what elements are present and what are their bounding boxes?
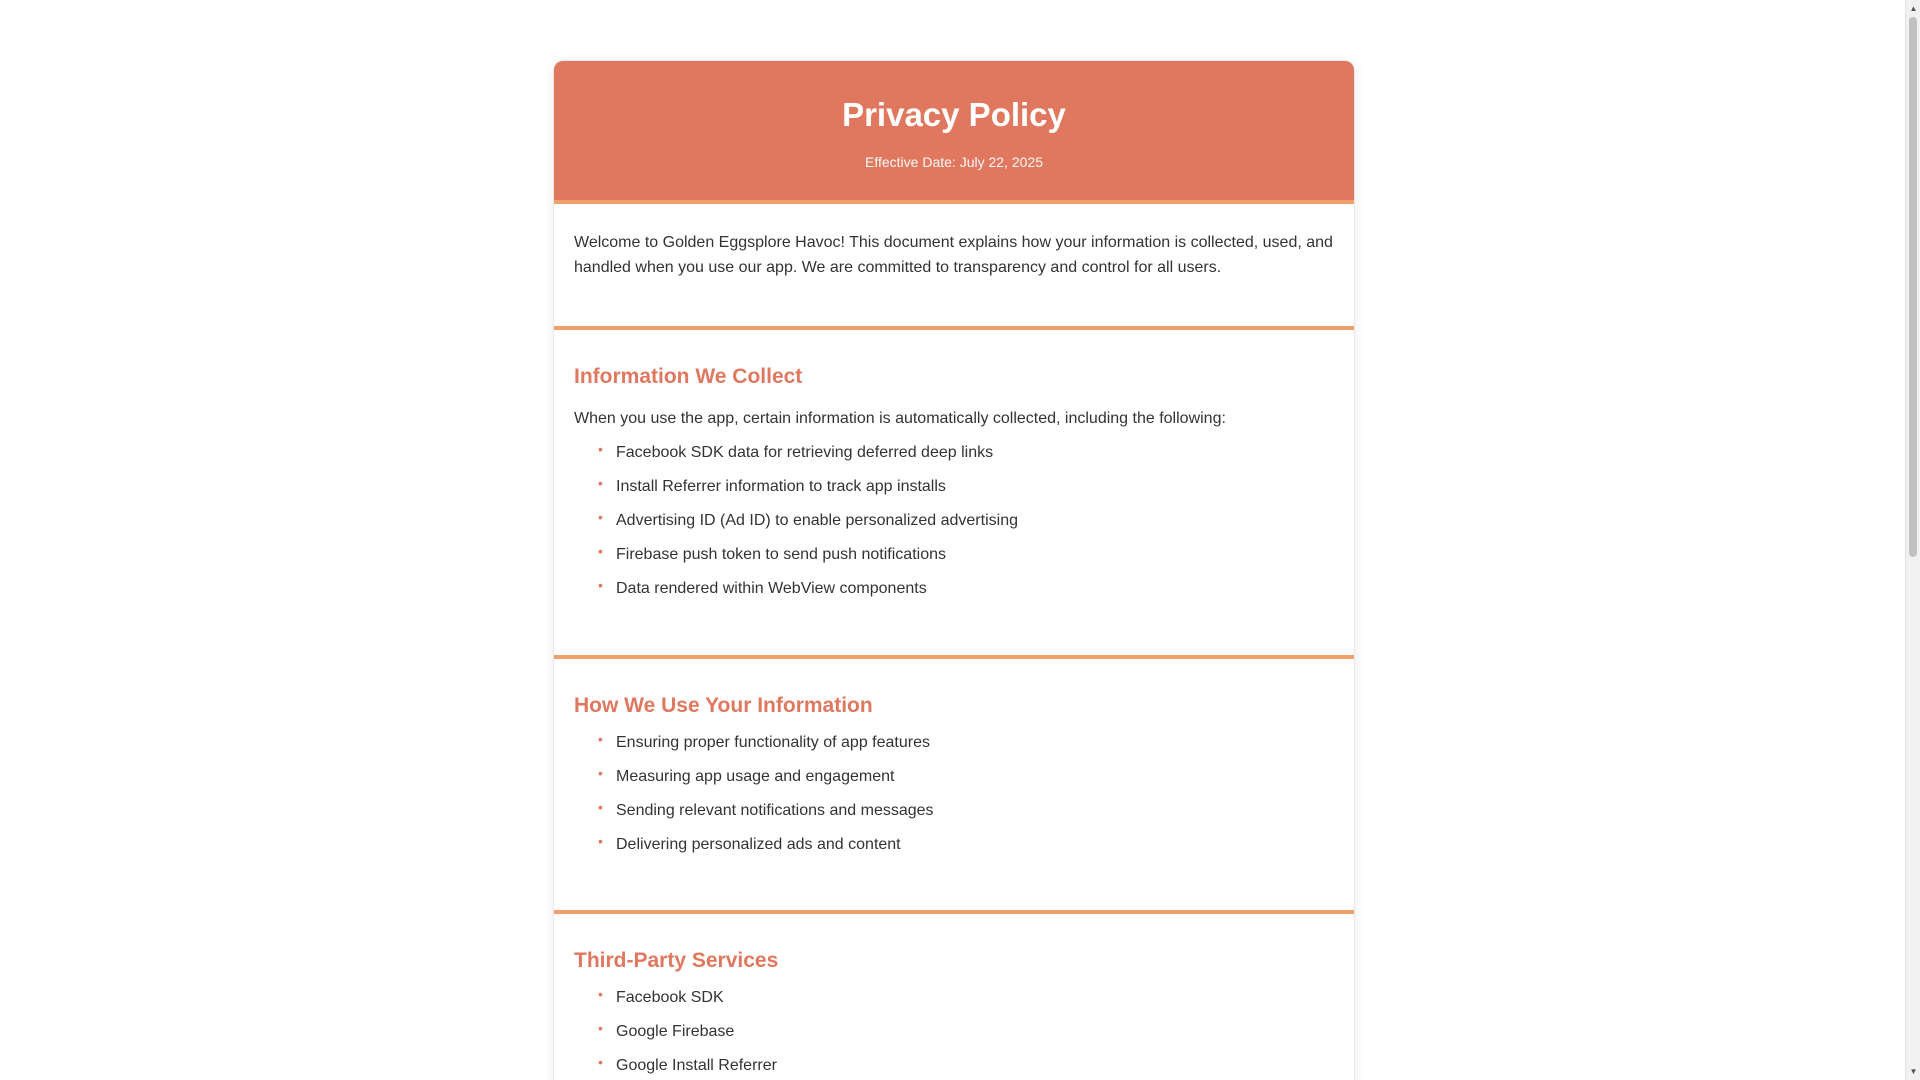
list-item: • Install Referrer information to track app installs bbox=[598, 477, 1334, 497]
effective-date: Effective Date: July 22, 2025 bbox=[865, 154, 1043, 170]
intro-text: Welcome to Golden Eggsplore Havoc! This document explains how your information is collected, used, and handled when you use our app. We are committed to transparency and control for all users. bbox=[574, 234, 1333, 276]
privacy-policy-card bbox=[553, 60, 1355, 1080]
list-item: • Google Install Referrer bbox=[598, 1056, 1334, 1076]
section-information-we-collect bbox=[554, 330, 1354, 659]
list-item: • Facebook SDK bbox=[598, 988, 1334, 1008]
vertical-scrollbar[interactable] bbox=[1905, 0, 1920, 1080]
collected-info-list bbox=[574, 443, 1334, 599]
list-item: • Advertising ID (Ad ID) to enable personalized advertising bbox=[598, 511, 1334, 531]
usage-list bbox=[574, 733, 1334, 855]
list-item: • Google Firebase bbox=[598, 1022, 1334, 1042]
list-item: • Facebook SDK data for retrieving deferred deep links bbox=[598, 443, 1334, 463]
list-item: • Firebase push token to send push notifications bbox=[598, 545, 1334, 565]
section-heading: How We Use Your Information bbox=[574, 694, 873, 717]
intro-section bbox=[554, 204, 1354, 330]
third-party-list bbox=[574, 988, 1334, 1076]
list-item: • Measuring app usage and engagement bbox=[598, 767, 1334, 787]
policy-header bbox=[554, 61, 1354, 204]
section-text: When you use the app, certain information is automatically collected, including the following: bbox=[574, 410, 1226, 427]
section-third-party-services bbox=[554, 914, 1354, 1080]
section-heading: Third-Party Services bbox=[574, 949, 779, 972]
scroll-down-arrow-icon[interactable]: ▼ bbox=[1909, 1067, 1918, 1076]
scrollbar-thumb[interactable] bbox=[1909, 17, 1917, 557]
list-item: • Ensuring proper functionality of app features bbox=[598, 733, 1334, 753]
list-item: • Data rendered within WebView components bbox=[598, 579, 1334, 599]
section-how-we-use bbox=[554, 659, 1354, 914]
section-heading: Information We Collect bbox=[574, 365, 803, 388]
list-item: • Sending relevant notifications and messages bbox=[598, 801, 1334, 821]
list-item: • Delivering personalized ads and content bbox=[598, 835, 1334, 855]
scroll-up-arrow-icon[interactable]: ▲ bbox=[1909, 4, 1918, 13]
page-title: Privacy Policy bbox=[842, 96, 1066, 133]
